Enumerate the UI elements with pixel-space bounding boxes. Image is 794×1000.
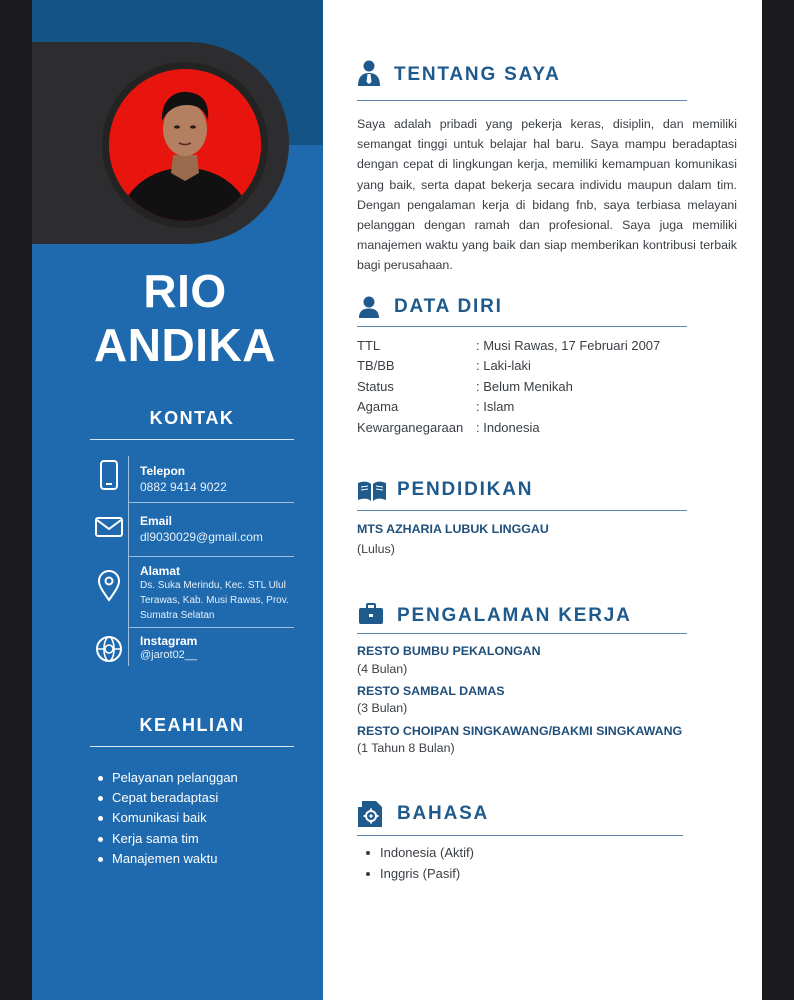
address-value: Ds. Suka Merindu, Kec. STL Ulul Terawas, Kab. Musi Rawas, Prov. Sumatra Selatan: [140, 580, 289, 621]
languages-heading: BAHASA: [397, 803, 490, 824]
personal-key: Status: [357, 379, 394, 394]
instagram-label: Instagram: [140, 634, 198, 648]
job-duration: (1 Tahun 8 Bulan): [357, 741, 455, 755]
last-name: ANDIKA: [94, 319, 276, 371]
personal-key: TB/BB: [357, 358, 395, 373]
instagram-value[interactable]: @jarot02__: [140, 649, 198, 661]
envelope-icon: [90, 517, 128, 537]
personal-heading: DATA DIRI: [394, 296, 503, 317]
list-item: Indonesia (Aktif): [366, 842, 474, 863]
document-gear-icon: [357, 800, 383, 833]
contact-heading: KONTAK: [149, 408, 235, 428]
email-value[interactable]: dl9030029@gmail.com: [140, 530, 263, 544]
contact-separator: [128, 502, 294, 503]
job-title: RESTO BUMBU PEKALONGAN: [357, 644, 541, 658]
personal-value: : Laki-laki: [476, 358, 531, 373]
personal-divider: [357, 326, 687, 327]
address-label: Alamat: [140, 564, 181, 578]
languages-list: [366, 842, 474, 884]
skills-divider: [90, 746, 294, 747]
email-label: Email: [140, 514, 173, 528]
languages-divider: [357, 835, 683, 836]
list-item: Manajemen waktu: [98, 849, 238, 869]
skills-list: [98, 768, 238, 869]
contact-vertical-line: [128, 456, 129, 666]
briefcase-icon: [358, 603, 384, 630]
job-title: RESTO SAMBAL DAMAS: [357, 684, 505, 698]
list-item: Pelayanan pelanggan: [98, 768, 238, 788]
contact-list: [90, 456, 294, 666]
personal-key: Kewarganegaraan: [357, 420, 464, 435]
phone-icon: [90, 460, 128, 490]
skills-heading: KEAHLIAN: [139, 715, 245, 735]
open-book-icon: [357, 480, 387, 507]
contact-separator: [128, 556, 294, 557]
personal-value: : Musi Rawas, 17 Februari 2007: [476, 338, 661, 353]
phone-label: Telepon: [140, 464, 186, 478]
contact-separator: [128, 627, 294, 628]
list-item: Komunikasi baik: [98, 808, 238, 828]
list-item: Inggris (Pasif): [366, 863, 474, 884]
personal-value: : Indonesia: [476, 420, 540, 435]
list-item: Cepat beradaptasi: [98, 788, 238, 808]
about-divider: [357, 100, 687, 101]
user-icon: [359, 296, 379, 323]
education-heading: PENDIDIKAN: [397, 479, 534, 500]
phone-value[interactable]: 0882 9414 9022: [140, 480, 227, 494]
education-school: MTS AZHARIA LUBUK LINGGAU: [357, 522, 549, 536]
experience-heading: PENGALAMAN KERJA: [397, 605, 632, 626]
first-name: RIO: [143, 265, 227, 317]
personal-value: : Belum Menikah: [476, 379, 573, 394]
job-duration: (3 Bulan): [357, 701, 408, 715]
experience-divider: [357, 633, 687, 634]
contact-divider: [90, 439, 294, 440]
personal-value: : Islam: [476, 399, 515, 414]
list-item: Kerja sama tim: [98, 829, 238, 849]
person-tie-icon: [357, 60, 381, 91]
globe-icon: [90, 635, 128, 663]
about-heading: TENTANG SAYA: [394, 64, 561, 85]
profile-photo: [109, 69, 261, 221]
job-title: RESTO CHOIPAN SINGKAWANG/BAKMI SINGKAWANG: [357, 724, 683, 738]
map-pin-icon: [90, 570, 128, 602]
personal-key: Agama: [357, 399, 399, 414]
education-divider: [357, 510, 687, 511]
job-duration: (4 Bulan): [357, 662, 408, 676]
personal-key: TTL: [357, 338, 381, 353]
education-status: (Lulus): [357, 542, 395, 556]
about-text: Saya adalah pribadi yang pekerja keras, disiplin, dan memiliki semangat tinggi untuk belajar hal baru. Saya mampu beradaptasi dengan cepat di lingkungan kerja, memiliki kemampuan komunikasi yang baik, serta dapat bekerja secara individu maupun dalam tim. Dengan pengalaman kerja di bidang fnb, saya terbiasa melayani pelanggan dengan ramah dan profesional. Saya juga memiliki manajemen waktu yang baik dan siap memberikan kontribusi terbaik bagi perusahaan.: [357, 117, 737, 273]
